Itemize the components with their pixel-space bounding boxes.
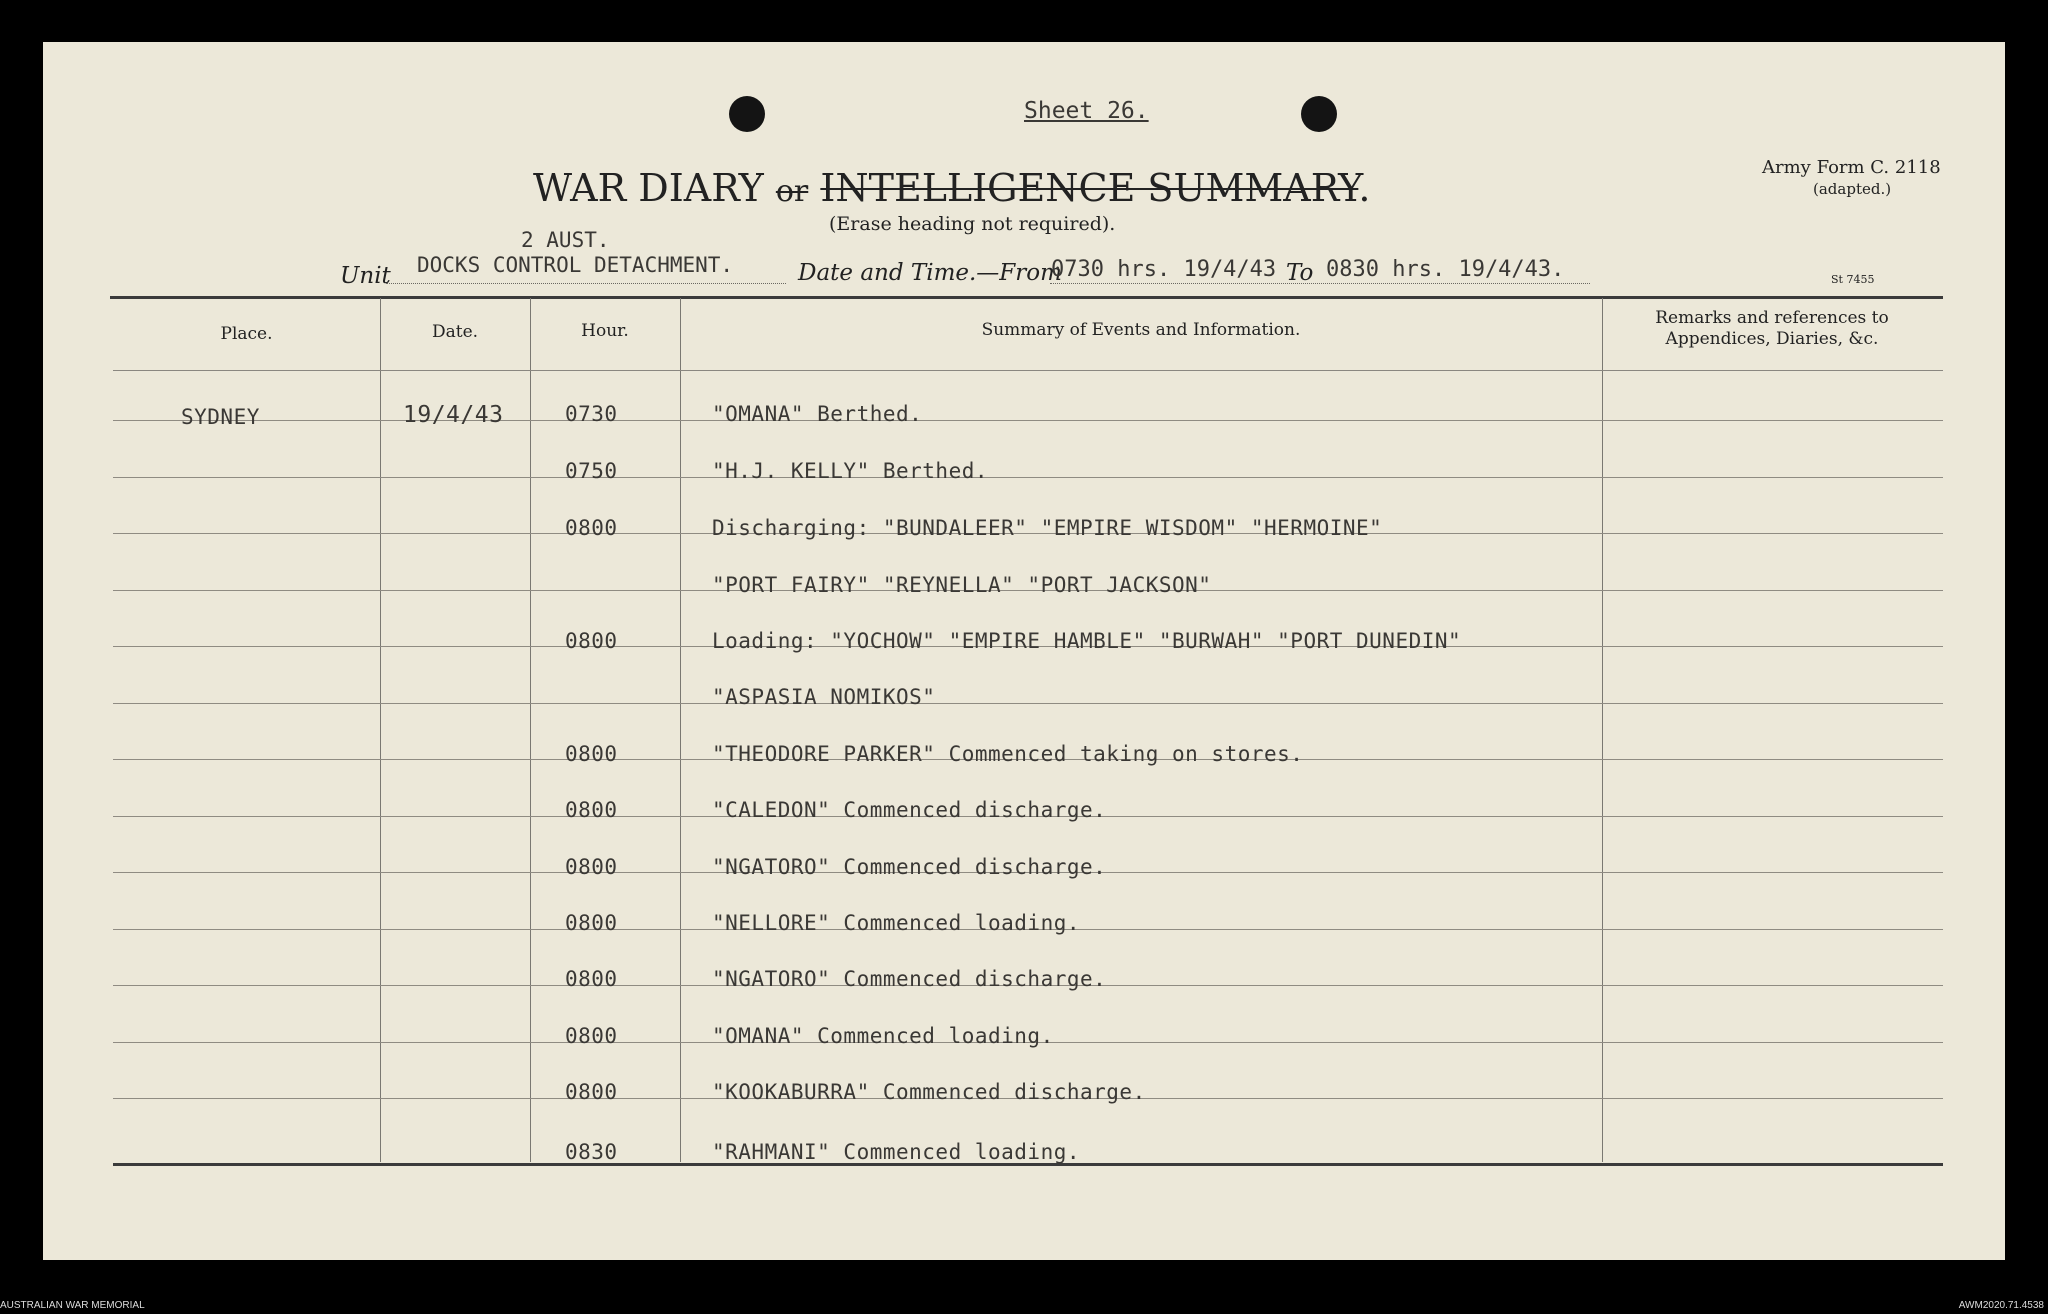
archive-caption: AUSTRALIAN WAR MEMORIAL xyxy=(0,1300,145,1311)
catalogue-number: AWM2020.71.4538 xyxy=(1958,1300,2044,1311)
date-time-label: Date and Time.—From xyxy=(798,260,1062,286)
entry-hour: 0800 xyxy=(565,516,618,540)
entry-hour: 0800 xyxy=(565,1024,618,1048)
unit-line-1: 2 AUST. xyxy=(521,228,610,252)
entry-summary: "THEODORE PARKER" Commenced taking on stores. xyxy=(712,742,1304,766)
entry-hour: 0830 xyxy=(565,1140,618,1164)
entry-summary: "RAHMANI" Commenced loading. xyxy=(712,1140,1081,1164)
entry-summary: "OMANA" Berthed. xyxy=(712,402,923,426)
entry-summary: Discharging: "BUNDALEER" "EMPIRE WISDOM" "HERMOINE" xyxy=(712,516,1383,540)
entry-place: SYDNEY xyxy=(181,405,260,429)
date-to: 0830 hrs. 19/4/43. xyxy=(1326,257,1565,282)
entry-hour: 0800 xyxy=(565,798,618,822)
erase-note: (Erase heading not required). xyxy=(829,213,1116,235)
entry-summary: "H.J. KELLY" Berthed. xyxy=(712,459,989,483)
stock-number: St 7455 xyxy=(1831,273,1875,286)
entry-summary: "NGATORO" Commenced discharge. xyxy=(712,855,1107,879)
punch-hole-right xyxy=(1301,96,1337,132)
entry-hour: 0750 xyxy=(565,459,618,483)
entry-summary: "ASPASIA NOMIKOS" xyxy=(712,685,936,709)
army-form-number: Army Form C. 2118 xyxy=(1762,157,1941,178)
row-rule xyxy=(113,477,1943,478)
entry-summary: "OMANA" Commenced loading. xyxy=(712,1024,1054,1048)
punch-hole-left xyxy=(729,96,765,132)
unit-dotted-line xyxy=(386,283,786,284)
entry-hour: 0800 xyxy=(565,629,618,653)
heading-intelligence-summary: INTELLIGENCE SUMMARY xyxy=(820,166,1359,210)
army-form-adapted: (adapted.) xyxy=(1813,180,1892,198)
col-divider-2 xyxy=(530,298,531,1162)
heading-or: or xyxy=(775,174,809,209)
entry-hour: 0800 xyxy=(565,855,618,879)
unit-label: Unit xyxy=(340,263,391,289)
col-header-date: Date. xyxy=(431,322,479,342)
header-rule xyxy=(113,370,1943,371)
form-heading xyxy=(533,166,1370,210)
entry-summary: "NGATORO" Commenced discharge. xyxy=(712,967,1107,991)
entry-hour: 0800 xyxy=(565,967,618,991)
table-top-rule xyxy=(110,296,1943,299)
entry-summary: "NELLORE" Commenced loading. xyxy=(712,911,1081,935)
heading-period: . xyxy=(1358,166,1371,210)
unit-line-2: DOCKS CONTROL DETACHMENT. xyxy=(417,253,734,277)
entry-hour: 0730 xyxy=(565,402,618,426)
entry-summary: "PORT FAIRY" "REYNELLA" "PORT JACKSON" xyxy=(712,573,1212,597)
col-divider-1 xyxy=(380,298,381,1162)
date-to-label: To xyxy=(1286,260,1314,286)
entry-hour: 0800 xyxy=(565,1080,618,1104)
entry-summary: "KOOKABURRA" Commenced discharge. xyxy=(712,1080,1146,1104)
col-header-hour: Hour. xyxy=(581,321,629,341)
entry-hour: 0800 xyxy=(565,742,618,766)
col-header-place: Place. xyxy=(220,324,273,344)
row-rule xyxy=(113,420,1943,421)
col-divider-4 xyxy=(1602,298,1603,1162)
col-divider-3 xyxy=(680,298,681,1162)
entry-summary: "CALEDON" Commenced discharge. xyxy=(712,798,1107,822)
date-from: 0730 hrs. 19/4/43 xyxy=(1051,257,1277,282)
entry-hour: 0800 xyxy=(565,911,618,935)
entry-date: 19/4/43 xyxy=(403,402,504,428)
row-rule xyxy=(113,703,1943,704)
col-header-remarks: Remarks and references to Appendices, Diaries, &c. xyxy=(1655,308,1889,349)
entry-summary: Loading: "YOCHOW" "EMPIRE HAMBLE" "BURWAH" "PORT DUNEDIN" xyxy=(712,629,1462,653)
sheet-number: Sheet 26. xyxy=(1024,98,1149,124)
heading-war-diary: WAR DIARY xyxy=(533,166,764,210)
date-dotted-line xyxy=(1050,283,1590,284)
col-header-summary: Summary of Events and Information. xyxy=(981,320,1301,340)
